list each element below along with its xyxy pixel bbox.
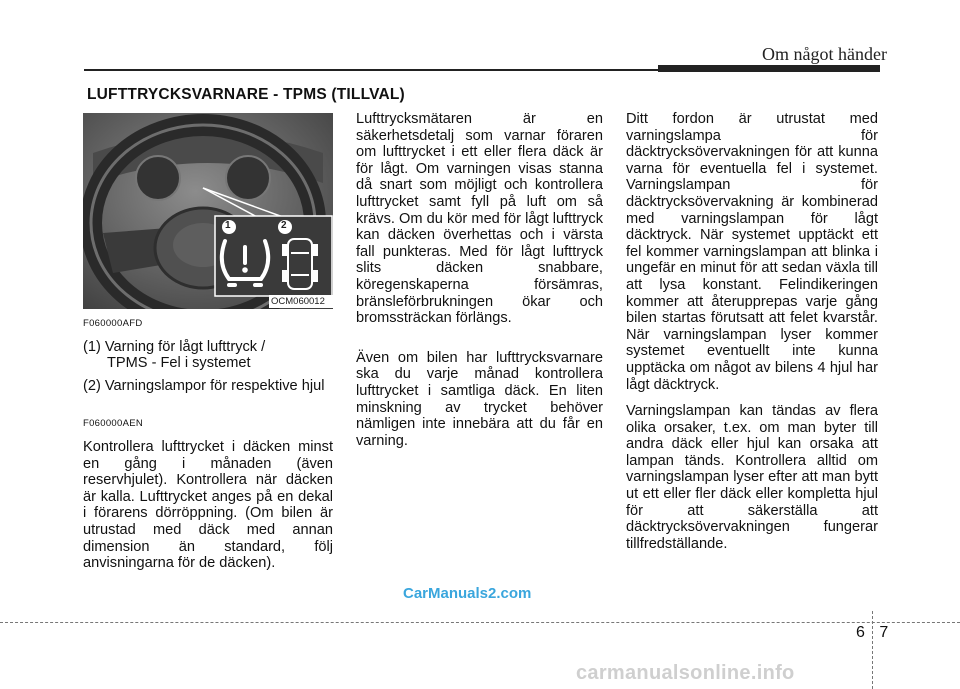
steering-wheel-illustration [83,113,333,309]
photo-marker-1: 1 [225,220,231,231]
watermark-link[interactable]: CarManuals2.com [403,585,532,602]
caption-1-line-a: (1) Varning för lågt lufttryck / [83,338,266,355]
header-rule [84,69,658,71]
paragraph: Varningslampan kan tändas av flera olika orsaker, t.ex. om man byter till andra däck eller hjul kan orsaka att lampan tänds. Kontrollera alltid om varningslampan lyser efter att man bytt ut ett eller fler däck eller kompletta hjul för att säkerställa att däcktrycksövervakningen fungerar tillfredställande. [626,403,878,552]
page-number-value: 7 [879,624,891,641]
tpms-warning-dot [242,267,248,273]
page-number [856,624,890,642]
paragraph-code: F060000AEN [83,418,144,430]
column-3 [626,111,878,562]
page-heading: LUFTTRYCKSVARNARE - TPMS (TILLVAL) [87,86,405,103]
caption-2: (2) Varningslampor för respektive hjul [83,377,325,394]
photo-marker-2: 2 [281,220,287,231]
paragraph: Kontrollera lufttrycket i däcken minst en gång i månaden (även reservhjulet). Kontrollera när däcken är kalla. Lufttrycket anges på en dekal i förarens dörröppning. (Om bilen är utrustad med däck med annan dimension än standard, följ anvisningarna för de däcken). [83,438,333,572]
column-1 [83,316,333,582]
paragraph: Ditt fordon är utrustat med varningslampa för däcktrycksövervakningen för att kunna varna för eventuella fel i systemet. Varningslampan för däcktrycksövervakning är kombinerad med varningslampan för lågt däcktryck. När systemet upptäckt ett fel kommer varningslampan att blinka i ungefär en minut för att sedan växla till att lysa konstant. Felindikeringen kommer att återupprepas varje gång bilen startas förutsatt att felet kvarstår. När varningslampan lyser kommer systemet eventuellt inte kunna upptäcka om något av bilens 4 hjul har lågt däcktryck. [626,111,878,393]
photo-code: OCM060012 [271,296,325,307]
header-bar [658,65,880,72]
paragraph: Även om bilen har lufttrycksvarnare ska du varje månad kontrollera lufttrycket i samtliga däck. En liten minskning av trycket behöver nämligen inte innebära att du får en varning. [356,349,603,449]
caption-1-line-b: TPMS - Fel i systemet [107,355,251,372]
page-number-divider [872,611,873,689]
section-title: Om något händer [762,44,887,64]
figure-code: F060000AFD [83,318,143,329]
paragraph: Lufttrycksmätaren är en säkerhetsdetalj som varnar föraren om lufttrycket i ett eller flera däck är för lågt. Om varningen visas stanna då snart som möjligt och kontrollera lufttrycket samt fyll på luft om så krävs. Om du kör med för lågt lufttryck kan däcken överhettas och i värsta fall punkteras. Med för lågt lufttryck slits däcken snabbare, köregenskaperna försämras, bränsleförbrukningen ökar och bromssträckan förlängs. [356,111,603,327]
page-section: 6 [856,624,867,641]
column-2 [356,111,603,459]
caption-1 [83,339,333,372]
dashboard-photo [83,113,333,309]
footer-rule [0,622,960,623]
watermark-text: carmanualsonline.info [576,662,795,684]
